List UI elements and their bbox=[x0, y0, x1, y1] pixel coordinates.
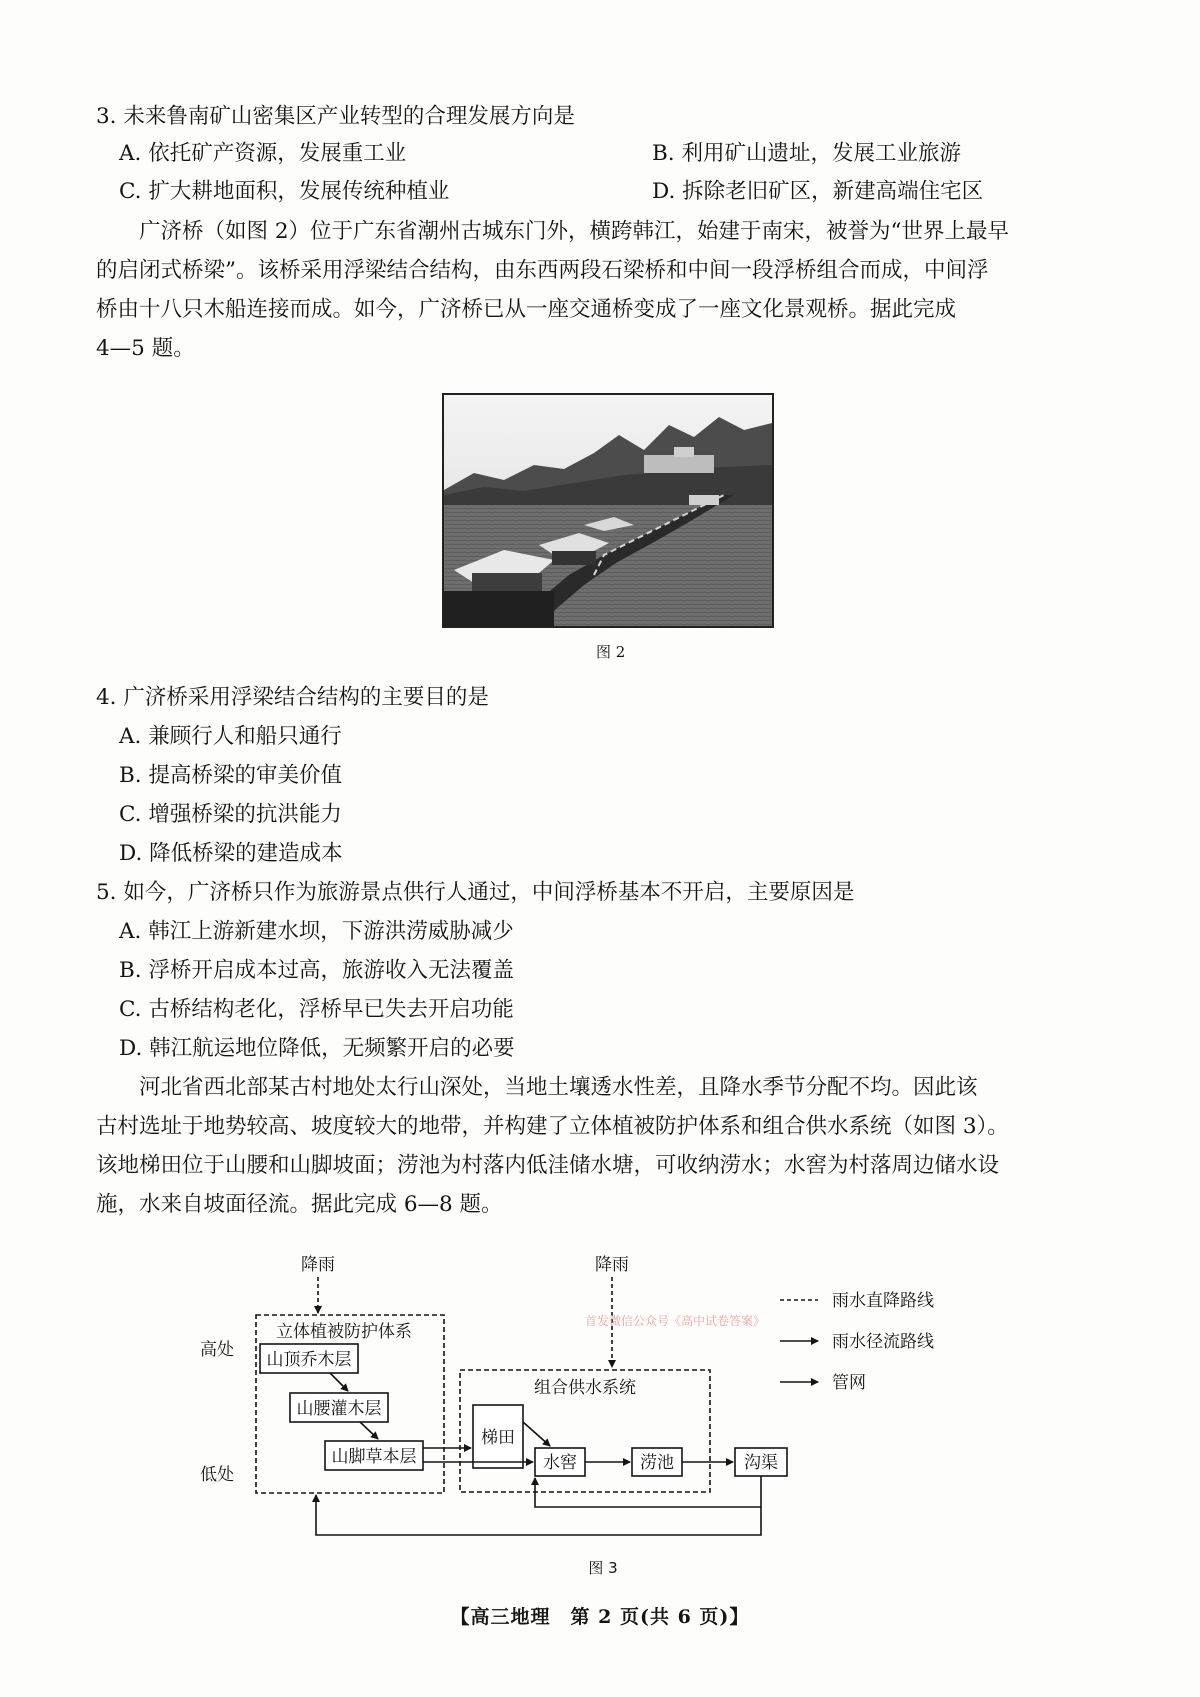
q5-option-a: A. 韩江上游新建水坝，下游洪涝威胁减少 bbox=[119, 919, 514, 944]
watermark-text: 首发微信公众号《高中试卷答案》 bbox=[585, 1314, 766, 1328]
ditch-label: 沟渠 bbox=[744, 1453, 778, 1473]
q3-stem: 3. 未来鲁南矿山密集区产业转型的合理发展方向是 bbox=[96, 104, 575, 129]
grass-layer-label: 山脚草本层 bbox=[331, 1447, 417, 1467]
legend-runoff: 雨水径流路线 bbox=[832, 1332, 934, 1352]
terrace-label: 梯田 bbox=[481, 1428, 515, 1448]
rain-label-left: 降雨 bbox=[301, 1255, 335, 1275]
passage1-line: 广济桥（如图 2）位于广东省潮州古城东门外，横跨韩江，始建于南宋，被誉为“世界上最早 bbox=[139, 219, 1010, 244]
guangji-bridge-photo bbox=[442, 393, 774, 628]
q4-option-b: B. 提高桥梁的审美价值 bbox=[119, 763, 342, 788]
q4-stem: 4. 广济桥采用浮梁结合结构的主要目的是 bbox=[96, 685, 489, 710]
legend-direct-rain: 雨水直降路线 bbox=[832, 1291, 934, 1311]
q4-option-d: D. 降低桥梁的建造成本 bbox=[119, 841, 343, 866]
passage2-line: 该地梯田位于山腰和山脚坡面；涝池为村落内低洼储水塘，可收纳涝水；水窖为村落周边储水设 bbox=[96, 1153, 1000, 1178]
runoff-arrow-terrace-cistern bbox=[523, 1422, 550, 1446]
q5-option-c: C. 古桥结构老化，浮桥早已失去开启功能 bbox=[119, 997, 514, 1022]
q3-option-b: B. 利用矿山遗址，发展工业旅游 bbox=[652, 141, 961, 166]
passage1-line: 桥由十八只木船连接而成。如今，广济桥已从一座交通桥变成了一座文化景观桥。据此完成 bbox=[96, 297, 957, 322]
runoff-arrow-shrub-grass bbox=[360, 1422, 378, 1439]
passage2-line: 古村选址于地势较高、坡度较大的地带，并构建了立体植被防护体系和组合供水系统（如图 3）。 bbox=[96, 1114, 1009, 1139]
label-low: 低处 bbox=[200, 1465, 234, 1485]
vegetation-system-title: 立体植被防护体系 bbox=[276, 1322, 412, 1342]
tree-layer-label: 山顶乔木层 bbox=[266, 1350, 352, 1370]
q3-option-c: C. 扩大耕地面积，发展传统种植业 bbox=[119, 179, 450, 204]
passage-guangji-bridge bbox=[96, 212, 1126, 368]
passage-ancient-village bbox=[96, 1068, 1126, 1224]
page-footer: 【高三地理 第 2 页(共 6 页)】 bbox=[450, 1606, 750, 1628]
label-high: 高处 bbox=[200, 1340, 234, 1360]
q4-option-c: C. 增强桥梁的抗洪能力 bbox=[119, 802, 342, 827]
pond-label: 涝池 bbox=[640, 1453, 674, 1473]
runoff-arrow-tree-shrub bbox=[330, 1373, 348, 1391]
water-system-diagram bbox=[190, 1245, 1050, 1580]
legend-pipe: 管网 bbox=[832, 1373, 866, 1393]
passage1-line: 4—5 题。 bbox=[96, 336, 195, 361]
q3-option-d: D. 拆除老旧矿区，新建高端住宅区 bbox=[652, 179, 984, 204]
water-system-title: 组合供水系统 bbox=[534, 1378, 636, 1398]
return-arrow-ditch-vegetation bbox=[316, 1476, 761, 1535]
q5-option-b: B. 浮桥开启成本过高，旅游收入无法覆盖 bbox=[119, 958, 514, 983]
q5-option-d: D. 韩江航运地位降低，无频繁开启的必要 bbox=[119, 1036, 515, 1061]
bridge-photo-illustration bbox=[444, 395, 772, 626]
rain-label-right: 降雨 bbox=[595, 1255, 629, 1275]
q3-option-a: A. 依托矿产资源，发展重工业 bbox=[119, 141, 407, 166]
passage2-line: 河北省西北部某古村地处太行山深处，当地土壤透水性差，且降水季节分配不均。因此该 bbox=[139, 1075, 978, 1100]
passage1-line: 的启闭式桥梁”。该桥采用浮梁结合结构，由东西两段石梁桥和中间一段浮桥组合而成，中间浮 bbox=[96, 258, 989, 283]
q5-stem: 5. 如今，广济桥只作为旅游景点供行人通过，中间浮桥基本不开启，主要原因是 bbox=[96, 880, 855, 905]
figure3-caption: 图 3 bbox=[588, 1559, 618, 1577]
cistern-label: 水窖 bbox=[543, 1453, 577, 1473]
shrub-layer-label: 山腰灌木层 bbox=[296, 1399, 382, 1419]
figure2-caption: 图 2 bbox=[596, 643, 626, 661]
passage2-line: 施，水来自坡面径流。据此完成 6—8 题。 bbox=[96, 1192, 503, 1217]
q4-option-a: A. 兼顾行人和船只通行 bbox=[119, 724, 342, 749]
